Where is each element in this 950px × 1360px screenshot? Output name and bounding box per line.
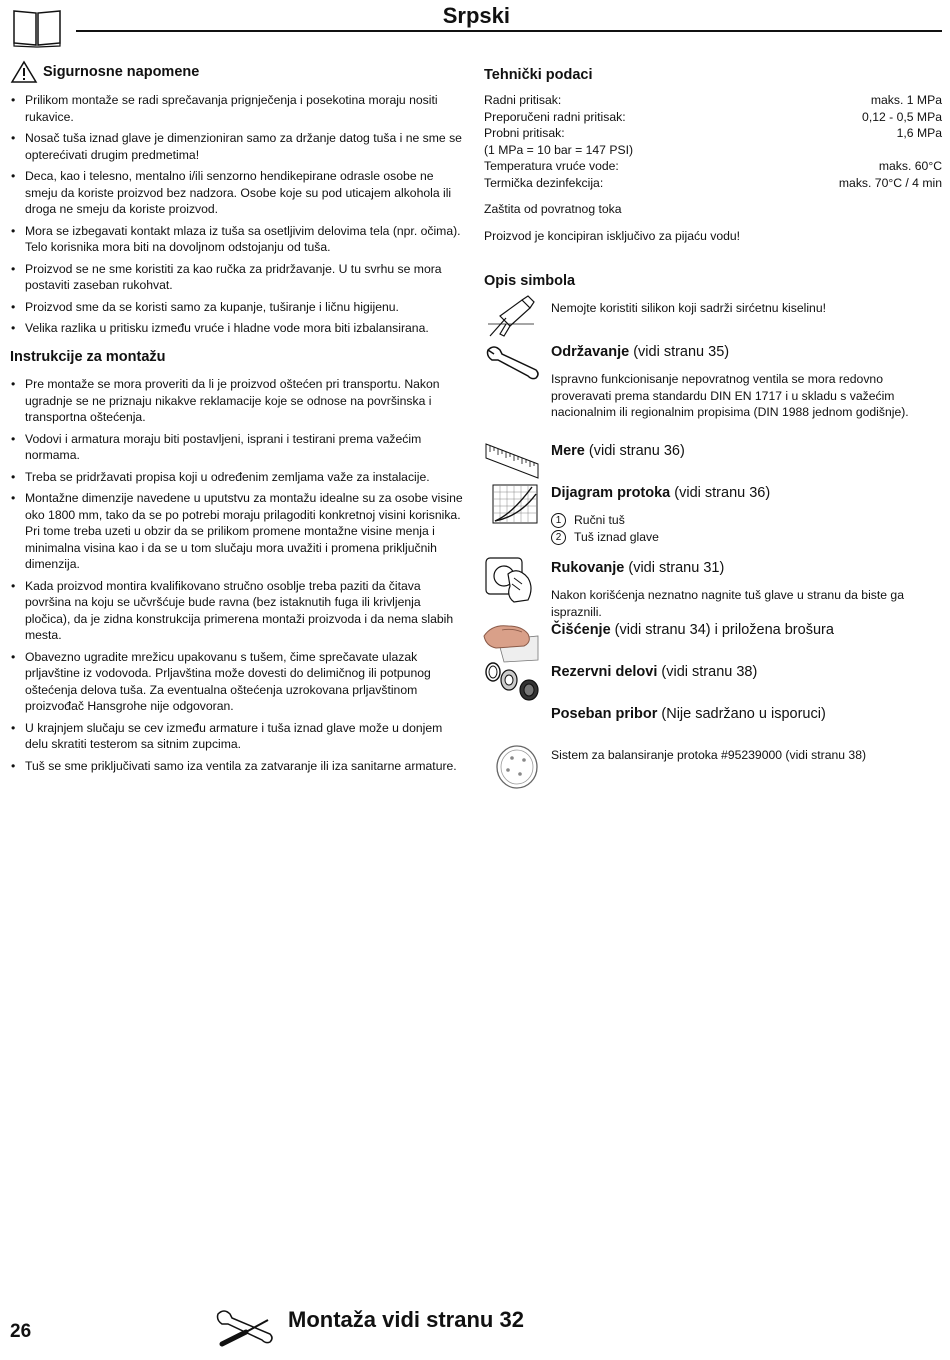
- maintenance-text: Ispravno funkcionisanje nepovratnog ventila se mora redovno proveravati prema standardu DIN EN 1717 i u skladu s važećim nacionalnim ili regionalnim propisima (DIN 1988 jednom godišnje).: [551, 372, 909, 419]
- tech-row: Temperatura vruće vode: maks. 60°C: [484, 159, 942, 173]
- list-item: • Montažne dimenzije navedene u uputstvu za montažu idealne su za osobe visine oko 1800 mm, tako da se po potrebi moraju prilagoditi konkretnoj visini korisnika. Pri tome treba uzeti u obzir da se prilikom promene montažne visine menja i minimalna visina kao i da se u tom slučaju mora uvažiti i promena priključnih dimenzija.: [10, 490, 466, 573]
- tech-row: Radni pritisak: maks. 1 MPa: [484, 93, 942, 107]
- list-item: • Velika razlika u pritisku između vruće i hladne vode mora biti izbalansirana.: [10, 320, 466, 337]
- dimensions-heading: Mere (vidi stranu 36): [551, 443, 685, 459]
- tech-row: Preporučeni radni pritisak: 0,12 - 0,5 MPa: [484, 109, 942, 124]
- handling-heading: Rukovanje (vidi stranu 31): [551, 560, 725, 576]
- backflow-note: Zaštita od povratnog toka: [484, 202, 622, 216]
- page-number: 26: [10, 1321, 32, 1342]
- safety-list: [10, 92, 466, 337]
- wrench-icon: [484, 344, 540, 380]
- tech-section: [484, 66, 942, 244]
- cleaning-heading: Čišćenje (vidi stranu 34) i priložena brošura: [551, 622, 834, 638]
- silicone-gun-icon: [486, 294, 536, 340]
- drinking-water-note: Proizvod je koncipiran isključivo za pijaću vodu!: [484, 228, 741, 243]
- install-title: Instrukcije za montažu: [10, 349, 166, 365]
- safety-title: Sigurnosne napomene: [43, 64, 200, 80]
- list-item: • Kada proizvod montira kvalifikovano stručno osoblje treba paziti da čitava površina na koju se učvršćuje bude ravna (bez istaknutih fuga ili krivljenja pločica), da je zidna konstrukcija primerena montaži proizvoda i da nema slabih mesta.: [10, 578, 466, 644]
- tech-title: Tehnički podaci: [484, 67, 593, 83]
- spare-parts-icon: [484, 660, 542, 702]
- maintenance-heading: Održavanje (vidi stranu 35): [551, 344, 730, 360]
- flow-item: 2 Tuš iznad glave: [551, 529, 659, 546]
- silicone-warning: Nemojte koristiti silikon koji sadrži sirćetnu kiselinu!: [551, 301, 826, 315]
- tech-row: Probni pritisak: 1,6 MPa: [484, 126, 942, 140]
- install-section: [10, 348, 466, 779]
- safety-section: [10, 60, 466, 342]
- flow-item: 1 Ručni tuš: [551, 512, 625, 529]
- list-item: • Mora se izbegavati kontakt mlaza iz tuša sa osetljivim delovima tela (npr. očima). Telo korisnika mora biti na dovoljnom odstojanju od tuša.: [10, 223, 466, 256]
- list-item: • Obavezno ugradite mrežicu upakovanu s tušem, čime sprečavate ulazak prljavštine iz vodovoda. Prljavština može dovesti do delimičnog ili potpunog oštećenja delova tuša. Za eventualna oštećenja uzrokovana prljavštinom proizvođač Hansgrohe nije odgovoran.: [10, 649, 466, 715]
- hand-knob-icon: [484, 556, 536, 604]
- handling-text: Nakon korišćenja neznatno nagnite tuš glave u stranu da biste ga ispraznili.: [551, 588, 904, 619]
- tools-icon: [214, 1306, 278, 1350]
- list-item: • Proizvod se ne sme koristiti za kao ručka za pridržavanje. U tu svrhu se mora postaviti zaseban rukohvat.: [10, 261, 466, 294]
- flow-heading: Dijagram protoka (vidi stranu 36): [551, 485, 771, 501]
- list-item: • Treba se pridržavati propisa koji u određenim zemljama važe za instalacije.: [10, 469, 466, 486]
- flow-disc-icon: [494, 744, 540, 790]
- book-icon: [12, 8, 62, 48]
- accessory-text: Sistem za balansiranje protoka #95239000 (vidi stranu 38): [551, 748, 867, 762]
- cleaning-hand-icon: [482, 616, 540, 664]
- warning-icon: [10, 60, 38, 84]
- list-item: • Tuš se sme priključivati samo iza ventila za zatvaranje ili iza sanitarne armature.: [10, 758, 466, 775]
- list-item: • Proizvod sme da se koristi samo za kupanje, tuširanje i ličnu higijenu.: [10, 299, 466, 316]
- tech-row: (1 MPa = 10 bar = 147 PSI): [484, 142, 634, 157]
- header-rule: [76, 30, 942, 32]
- list-item: • Nosač tuša iznad glave je dimenzioniran samo za držanje datog tuša i ne sme se opterećivati drugim predmetima!: [10, 130, 466, 163]
- ruler-icon: [484, 440, 540, 482]
- tech-row: Termička dezinfekcija: maks. 70°C / 4 min: [484, 175, 942, 190]
- list-item: • U krajnjem slučaju se cev između armature i tuša iznad glave može u donjem delu skratiti testerom sa sitnim zupcima.: [10, 720, 466, 753]
- install-list: [10, 376, 466, 774]
- list-item: • Vodovi i armatura moraju biti postavljeni, isprani i testirani prema važećim normama.: [10, 431, 466, 464]
- tech-table: [484, 92, 942, 191]
- spares-heading: Rezervni delovi (vidi stranu 38): [551, 664, 758, 680]
- symbols-title: Opis simbola: [484, 273, 576, 289]
- footer-title: Montaža vidi stranu 32: [288, 1307, 524, 1332]
- flow-chart-icon: [492, 484, 538, 524]
- page-title: Srpski: [442, 3, 510, 28]
- list-item: • Prilikom montaže se radi sprečavanja prignječenja i posekotina moraju nositi rukavice.: [10, 92, 466, 125]
- list-item: • Deca, kao i telesno, mentalno i/ili senzorno hendikepirane odrasle osobe ne smeju da koriste proizvod bez nadzora. Osobe koje su pod uticajem alkohola ili droga ne smeju da koriste proizvod.: [10, 168, 466, 218]
- list-item: • Pre montaže se mora proveriti da li je proizvod oštećen pri transportu. Nakon ugradnje se ne priznaju nikakve reklamacije koje se odnose na površinska i transportna oštećenja.: [10, 376, 466, 426]
- accessory-heading: Poseban pribor (Nije sadržano u isporuci): [551, 706, 826, 722]
